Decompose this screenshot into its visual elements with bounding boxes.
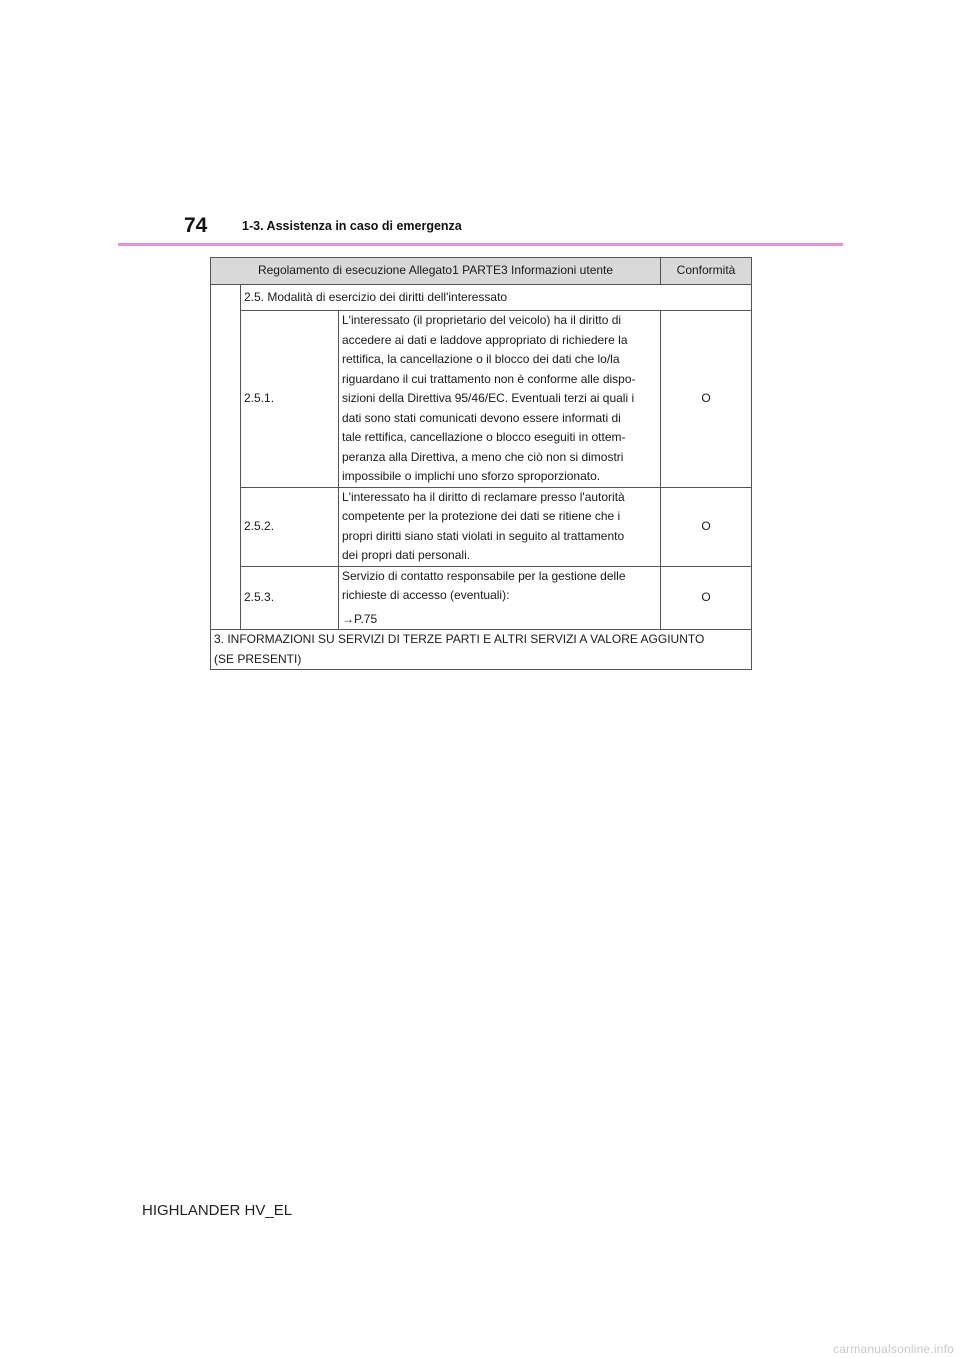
- description-line: tale rettifica, cancellazione o blocco eseguiti in ottem-: [342, 430, 626, 444]
- conformity-mark: O: [661, 566, 752, 630]
- description-line: dati sono stati comunicati devono essere informati di: [342, 410, 621, 425]
- table-row: [211, 630, 752, 670]
- row-description: [339, 566, 661, 630]
- description-line: L'interessato ha il diritto di reclamare presso l'autorità: [342, 489, 625, 504]
- description-line: richieste di accesso (eventuali):: [342, 588, 510, 602]
- description-line: accedere ai dati e laddove appropriato di richiedere la: [342, 332, 628, 347]
- row-number: 2.5.2.: [241, 487, 339, 566]
- row-number: 2.5.1.: [241, 311, 339, 488]
- description-line: propri diritti siano stati violati in seguito al trattamento: [342, 528, 625, 543]
- watermark: carmanualsonline.info: [833, 1342, 954, 1356]
- row-description: [339, 311, 661, 488]
- page-number: 74: [184, 214, 208, 237]
- header-conformity: Conformità: [661, 258, 752, 285]
- description-line: sizioni della Direttiva 95/46/EC. Eventuali terzi ai quali i: [342, 391, 635, 405]
- footer-line: 3. INFORMAZIONI SU SERVIZI DI TERZE PARTI E ALTRI SERVIZI A VALORE AGGIUNTO: [214, 632, 705, 646]
- table-row: [211, 311, 752, 488]
- table-row: [211, 566, 752, 630]
- table-row: [211, 285, 752, 311]
- description-line: dei propri dati personali.: [342, 548, 471, 562]
- row-number: 2.5.3.: [241, 566, 339, 630]
- indent-cell: [211, 285, 241, 630]
- footer-line: (SE PRESENTI): [214, 651, 302, 666]
- regulation-table: [210, 257, 752, 670]
- description-line: peranza alla Direttiva, a meno che ciò non si dimostri: [342, 449, 624, 464]
- conformity-mark: O: [661, 311, 752, 488]
- header-regulation: Regolamento di esecuzione Allegato1 PARTE3 Informazioni utente: [211, 258, 661, 285]
- description-line: impossibile o implichi uno sforzo sproporzionato.: [342, 469, 601, 483]
- page-reference-link[interactable]: →P.75: [342, 611, 378, 626]
- description-line: rettifica, la cancellazione o il blocco dei dati che lo/la: [342, 352, 620, 366]
- model-label: HIGHLANDER HV_EL: [142, 1202, 293, 1219]
- description-line: riguardano il cui trattamento non è conforme alle dispo-: [342, 371, 636, 386]
- header-divider: [118, 243, 843, 246]
- table-row: [211, 487, 752, 566]
- section-footer: [211, 630, 752, 670]
- row-description: [339, 487, 661, 566]
- table-header-row: [211, 258, 752, 285]
- description-line: Servizio di contatto responsabile per la gestione delle: [342, 568, 626, 583]
- description-line: L'interessato (il proprietario del veicolo) ha il diritto di: [342, 313, 622, 327]
- conformity-mark: O: [661, 487, 752, 566]
- description-line: competente per la protezione dei dati se ritiene che i: [342, 509, 621, 523]
- section-subheading: 2.5. Modalità di esercizio dei diritti dell'interessato: [241, 285, 752, 311]
- section-title: 1-3. Assistenza in caso di emergenza: [242, 219, 462, 233]
